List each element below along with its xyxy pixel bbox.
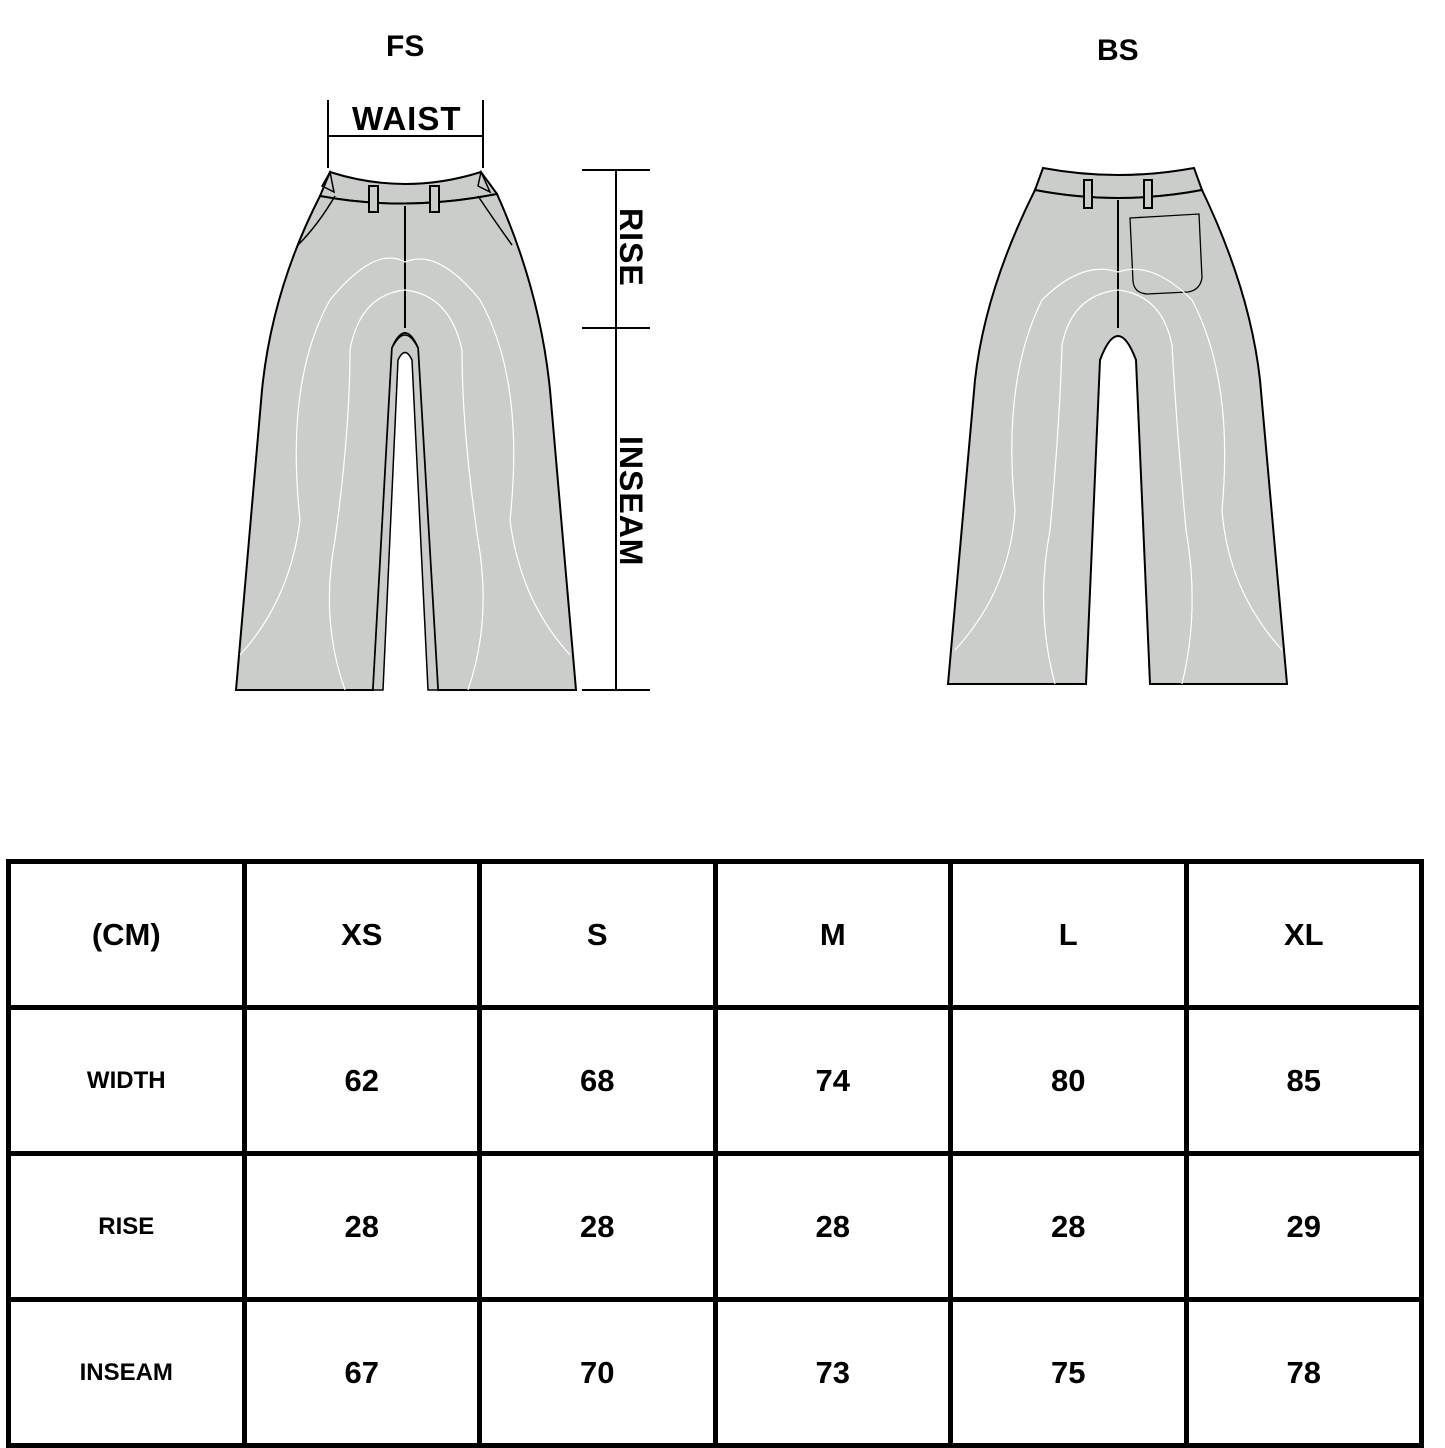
row-label-width: WIDTH [9,1008,245,1154]
table-cell: 73 [715,1300,951,1446]
size-chart-table [6,859,1424,1448]
table-cell: 68 [480,1008,716,1154]
unit-header: (CM) [9,862,245,1008]
table-cell: 28 [715,1154,951,1300]
size-header-xs: XS [244,862,480,1008]
inseam-label: INSEAM [613,436,649,567]
waist-dimension-line [328,100,483,168]
front-pants-illustration [236,172,576,690]
table-cell: 78 [1186,1300,1422,1446]
table-cell: 28 [480,1154,716,1300]
waist-label: WAIST [352,100,462,137]
table-row [9,1008,1422,1154]
size-header-m: M [715,862,951,1008]
table-cell: 85 [1186,1008,1422,1154]
table-row [9,1300,1422,1446]
table-cell: 29 [1186,1154,1422,1300]
size-header-l: L [951,862,1187,1008]
table-cell: 70 [480,1300,716,1446]
table-header-row [9,862,1422,1008]
front-view-title: FS [386,30,425,63]
size-header-xl: XL [1186,862,1422,1008]
rise-inseam-dimension-line [582,170,650,690]
table-cell: 67 [244,1300,480,1446]
row-label-inseam: INSEAM [9,1300,245,1446]
table-cell: 74 [715,1008,951,1154]
table-cell: 80 [951,1008,1187,1154]
table-cell: 28 [244,1154,480,1300]
row-label-rise: RISE [9,1154,245,1300]
size-header-s: S [480,862,716,1008]
table-cell: 28 [951,1154,1187,1300]
table-row [9,1154,1422,1300]
rise-label: RISE [613,208,649,287]
back-pants-illustration [948,168,1287,684]
table-cell: 62 [244,1008,480,1154]
table-cell: 75 [951,1300,1187,1446]
back-view-title: BS [1097,34,1139,67]
